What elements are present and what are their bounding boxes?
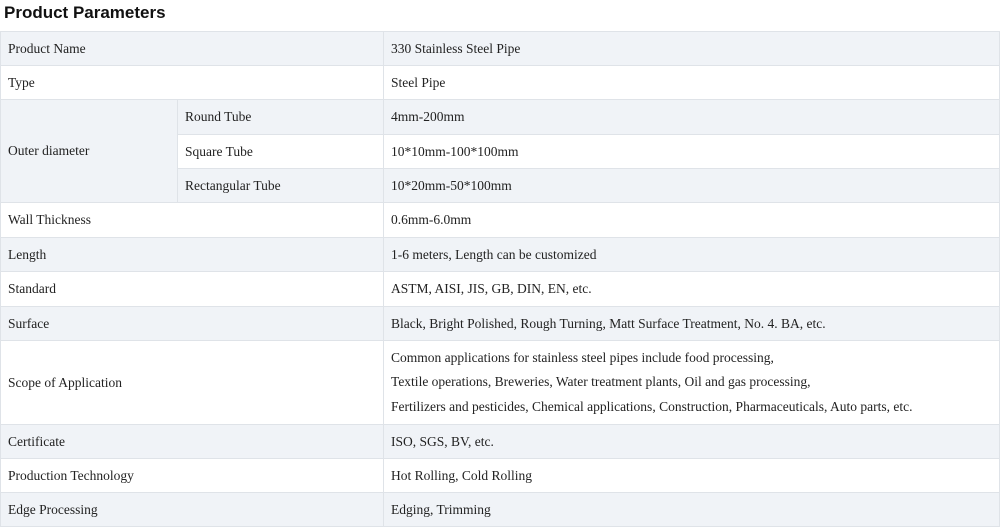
row-label: Outer diameter: [1, 100, 178, 203]
row-value: ISO, SGS, BV, etc.: [384, 425, 1000, 459]
sub-row-label: Round Tube: [178, 100, 384, 135]
row-value: Edging, Trimming: [384, 493, 1000, 527]
row-label: Wall Thickness: [1, 203, 384, 238]
page-title: Product Parameters: [4, 3, 166, 22]
row-label: Scope of Application: [1, 341, 384, 425]
parameters-table: [0, 31, 1000, 527]
row-value: 4mm-200mm: [384, 100, 1000, 135]
row-value: Black, Bright Polished, Rough Turning, Matt Surface Treatment, No. 4. BA, etc.: [384, 307, 1000, 341]
row-value: [384, 341, 1000, 425]
table-row: [1, 459, 1000, 493]
value-line: Common applications for stainless steel pipes include food processing,: [391, 349, 774, 365]
row-value: 0.6mm-6.0mm: [384, 203, 1000, 238]
row-label: Standard: [1, 272, 384, 307]
table-row: [1, 100, 1000, 135]
sub-row-label: Square Tube: [178, 135, 384, 169]
table-row: [1, 203, 1000, 238]
sub-row-label: Rectangular Tube: [178, 169, 384, 203]
table-row: [1, 493, 1000, 527]
table-row: [1, 32, 1000, 66]
row-label: Surface: [1, 307, 384, 341]
row-label: Production Technology: [1, 459, 384, 493]
row-value: Steel Pipe: [384, 66, 1000, 100]
value-line: Fertilizers and pesticides, Chemical applications, Construction, Pharmaceuticals, Auto parts, etc.: [391, 398, 913, 414]
row-label: Certificate: [1, 425, 384, 459]
row-value: Hot Rolling, Cold Rolling: [384, 459, 1000, 493]
row-value: 10*20mm-50*100mm: [384, 169, 1000, 203]
table-row: [1, 272, 1000, 307]
row-label: Edge Processing: [1, 493, 384, 527]
table-row: [1, 307, 1000, 341]
row-label: Length: [1, 238, 384, 272]
table-row: [1, 238, 1000, 272]
row-value: 330 Stainless Steel Pipe: [384, 32, 1000, 66]
table-row: [1, 66, 1000, 100]
row-value: 10*10mm-100*100mm: [384, 135, 1000, 169]
value-line: Textile operations, Breweries, Water treatment plants, Oil and gas processing,: [391, 374, 811, 390]
row-label: Type: [1, 66, 384, 100]
row-value: 1-6 meters, Length can be customized: [384, 238, 1000, 272]
table-row: [1, 341, 1000, 425]
table-row: [1, 425, 1000, 459]
row-label: Product Name: [1, 32, 384, 66]
row-value: ASTM, AISI, JIS, GB, DIN, EN, etc.: [384, 272, 1000, 307]
